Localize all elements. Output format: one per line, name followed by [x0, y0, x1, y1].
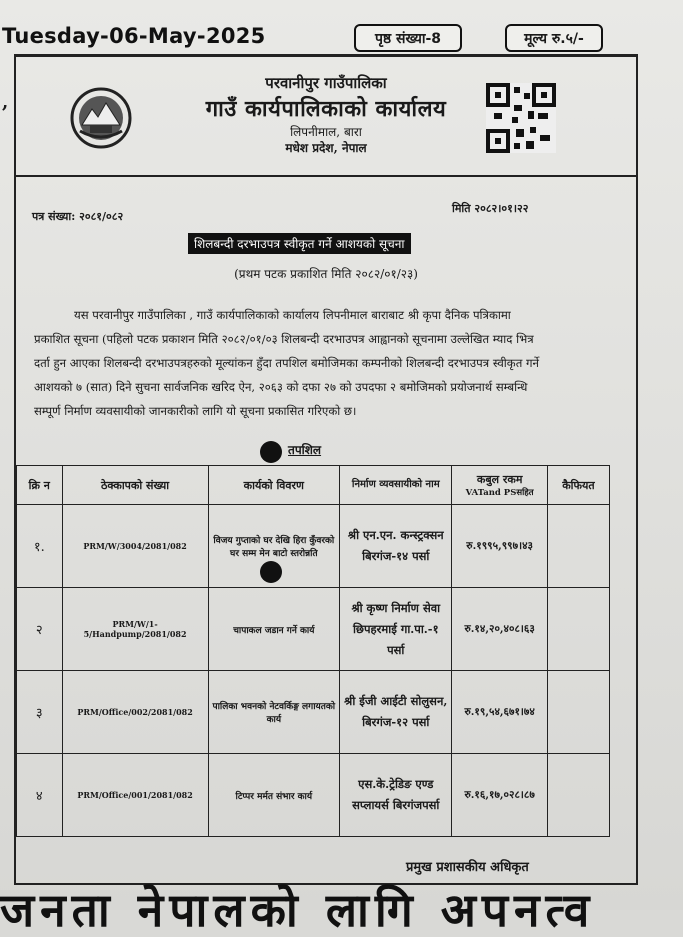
province-name: मधेश प्रदेश, नेपाल [285, 141, 367, 155]
next-article-headline: जनता नेपालको लागि अपनत्व [0, 883, 596, 937]
cell-remarks [547, 754, 609, 837]
issue-date: Tuesday-06-May-2025 [2, 24, 266, 48]
award-table [16, 465, 610, 837]
table-row [17, 505, 610, 588]
col-header-remarks: कैफियत [547, 466, 609, 505]
cell-ref: PRM/W/1-5/Handpump/2081/082 [62, 588, 208, 671]
qr-code-icon [486, 83, 556, 153]
table-row [17, 671, 610, 754]
cell-contractor: श्री एन.एन. कन्स्ट्रक्सन बिरगंज-१४ पर्सा [340, 505, 452, 588]
cell-work: विजय गुप्ताको घर देखि हिरा कुँवरको घर सम्म मेन बाटो स्तरोन्नति [208, 505, 339, 588]
hole-punch-mark [260, 561, 282, 583]
table-row [17, 588, 610, 671]
col-header-ref: ठेक्कापको संख्या [62, 466, 208, 505]
table-header-row [17, 466, 610, 505]
office-address: लिपनीमाल, बारा [290, 125, 362, 139]
cell-work: टिप्पर मर्मत संभार कार्य [208, 754, 339, 837]
table-row [17, 754, 610, 837]
municipality-name: परवानीपुर गाउँपालिका [265, 74, 387, 92]
first-published-date: (प्रथम पटक प्रकाशित मिति २०८२/०१/२३) [234, 267, 418, 281]
cell-sn: ३ [17, 671, 63, 754]
cell-ref: PRM/Office/001/2081/082 [62, 754, 208, 837]
col-header-contractor: निर्माण व्यवसायीको नाम [340, 466, 452, 505]
col-header-work: कार्यको विवरण [208, 466, 339, 505]
notice-header [16, 57, 636, 177]
hole-punch-mark [260, 441, 282, 463]
cell-contractor: एस.के.ट्रेडिङ एण्ड सप्लायर्स बिरगंजपर्सा [340, 754, 452, 837]
page-number-badge: पृष्ठ संख्या-8 [354, 24, 462, 52]
cell-remarks [547, 588, 609, 671]
col-header-amount-sub: VATand PSसहित [465, 488, 534, 498]
public-notice [14, 54, 638, 885]
left-margin-mark: , [2, 92, 9, 113]
cell-amount: रु.१४,२०,४०८।६३ [452, 588, 547, 671]
cell-remarks [547, 671, 609, 754]
cell-sn: ४ [17, 754, 63, 837]
notice-body: यस परवानीपुर गाउँपालिका , गाउँ कार्यपालिकाको कार्यालय लिपनीमाल बाराबाट श्री कृपा दैनिक पत्रिकामा प्रकाशित सूचना (पहिलो पटक प्रकाशन मिति २०८२/०१/०३ शिलबन्दी दरभाउपत्र आह्वानको सूचनामा उल्लेखित म्याद भित्र दर्ता हुन आएका शिलबन्दी दरभाउपत्रहरुको मूल्यांकन हुँदा तपशिल बमोजिमका कम्पनीको शिलबन्दी दरभाउपत्र स्वीकृत गर्ने आशयको ७ (सात) दिने सुचना सार्वजनिक खरिद ऐन, २०६३ को दफा २७ को उपदफा २ बमोजिमको प्रयोजनार्थ सम्बन्धि सम्पूर्ण निर्माण व्यवसायीको जानकारीको लागि यो सूचना प्रकासित गरिएको छ। [34, 308, 539, 418]
cell-ref: PRM/Office/002/2081/082 [62, 671, 208, 754]
cell-work: पालिका भवनको नेटवर्किङ्ग लगायतको कार्य [208, 671, 339, 754]
signatory-title: प्रमुख प्रशासकीय अधिकृत [406, 860, 529, 875]
office-name: गाउँ कार्यपालिकाको कार्यालय [205, 96, 447, 122]
masthead-bar [0, 22, 683, 56]
cell-amount: रु.१९,५४,६७१।७४ [452, 671, 547, 754]
cell-amount: रु.१९९५,९९७।४३ [452, 505, 547, 588]
cell-sn: १. [17, 505, 63, 588]
price-badge: मूल्य रु.५/- [505, 24, 603, 52]
cell-amount: रु.१६,१७,०२८।८७ [452, 754, 547, 837]
notice-subject: शिलबन्दी दरभाउपत्र स्वीकृत गर्ने आशयको सूचना [188, 233, 411, 254]
cell-remarks [547, 505, 609, 588]
col-header-sn: क्रि न [17, 466, 63, 505]
cell-contractor: श्री ईजी आईटी सोलुसन, बिरगंज-१२ पर्सा [340, 671, 452, 754]
col-header-amount-label: कबुल रकम [476, 473, 523, 486]
cell-ref: PRM/W/3004/2081/082 [62, 505, 208, 588]
col-header-amount [452, 466, 547, 505]
schedule-title: तपशिल [288, 443, 322, 457]
cell-sn: २ [17, 588, 63, 671]
notice-date: मिति २०८२।०१।२२ [452, 202, 529, 215]
cell-contractor: श्री कृष्ण निर्माण सेवा छिपहरमाई गा.पा.-१ पर्सा [340, 588, 452, 671]
reference-number: पत्र संख्या: २०८१/०८२ [32, 210, 124, 223]
cell-work: चापाकल जडान गर्ने कार्य [208, 588, 339, 671]
